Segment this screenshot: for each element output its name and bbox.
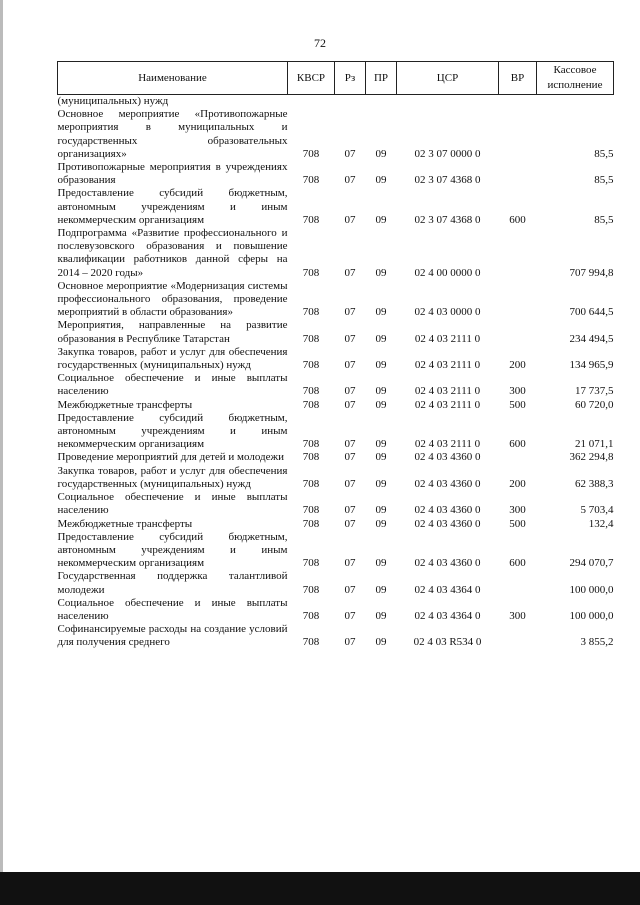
- cell-cash: 3 855,2: [580, 636, 614, 649]
- cell-vr: 600: [509, 438, 526, 451]
- cell-pr: 09: [375, 636, 387, 649]
- cell-vr: 300: [509, 385, 526, 398]
- table-row: [58, 280, 614, 320]
- table-row: [58, 399, 614, 412]
- cell-csr: 02 4 00 0000 0: [414, 266, 481, 279]
- cell-vr: [499, 319, 537, 345]
- cell-csr: 02 4 03 4364 0: [414, 609, 481, 622]
- cell-rz: 07: [344, 266, 356, 279]
- cell-name: Предоставление субсидий бюджетным, автономным учреждениям и иным некоммерческим организациям: [57, 411, 288, 451]
- cell-vr: [499, 227, 537, 280]
- cell-csr: 02 4 03 4360 0: [414, 451, 481, 464]
- cell-vr: 500: [509, 398, 526, 411]
- cell-kvsr: 708: [302, 332, 320, 345]
- cell-vr: 200: [509, 477, 526, 490]
- cell-csr: 02 3 07 4368 0: [414, 213, 481, 226]
- cell-pr: [366, 95, 397, 109]
- cell-pr: 09: [375, 359, 387, 372]
- cell-vr: [499, 95, 537, 109]
- cell-kvsr: 708: [302, 557, 320, 570]
- cell-csr: 02 3 07 0000 0: [414, 147, 481, 160]
- cell-rz: 07: [344, 385, 356, 398]
- table-body: [58, 95, 614, 650]
- cell-pr: 09: [375, 174, 387, 187]
- table-row: [58, 597, 614, 623]
- cell-pr: 09: [375, 332, 387, 345]
- table-row: [58, 227, 614, 280]
- table-row: [58, 491, 614, 517]
- table-row: [58, 531, 614, 571]
- cell-pr: 09: [375, 306, 387, 319]
- cell-vr: [499, 451, 537, 464]
- cell-rz: 07: [344, 504, 356, 517]
- cell-name: Основное мероприятие «Противопожарные мероприятия в муниципальных и государственных образовательных организациях»: [57, 108, 288, 160]
- cell-name: Основное мероприятие «Модернизация системы профессионального образования, проведение мероприятий в области образования»: [57, 279, 288, 319]
- cell-kvsr: [288, 95, 335, 109]
- cell-csr: 02 4 03 4364 0: [414, 583, 481, 596]
- cell-cash: 17 737,5: [575, 385, 614, 398]
- cell-cash: 60 720,0: [575, 398, 614, 411]
- table-row: [58, 372, 614, 398]
- table-row: [58, 518, 614, 531]
- cell-csr: 02 4 03 4360 0: [414, 477, 481, 490]
- cell-pr: 09: [375, 451, 387, 464]
- cell-pr: 09: [375, 609, 387, 622]
- cell-kvsr: 708: [302, 174, 320, 187]
- cell-csr: 02 4 03 0000 0: [414, 306, 481, 319]
- cell-vr: 500: [509, 517, 526, 530]
- cell-rz: 07: [344, 583, 356, 596]
- cell-name: Проведение мероприятий для детей и молодежи: [57, 451, 284, 464]
- cell-kvsr: 708: [302, 438, 320, 451]
- table-row: [58, 95, 614, 109]
- table-row: [58, 161, 614, 187]
- table-row: [58, 187, 614, 227]
- cell-rz: 07: [344, 609, 356, 622]
- table-header-row: [58, 62, 614, 95]
- cell-cash: 100 000,0: [569, 609, 614, 622]
- cell-kvsr: 708: [302, 306, 320, 319]
- cell-kvsr: 708: [302, 517, 320, 530]
- cell-cash: 85,5: [594, 213, 614, 226]
- cell-pr: 09: [375, 385, 387, 398]
- cell-vr: [499, 570, 537, 596]
- cell-kvsr: 708: [302, 477, 320, 490]
- cell-kvsr: 708: [302, 266, 320, 279]
- budget-execution-table: [57, 61, 614, 650]
- table-row: [58, 412, 614, 452]
- page-number: 72: [314, 36, 326, 50]
- cell-rz: 07: [344, 359, 356, 372]
- cell-vr: 600: [509, 557, 526, 570]
- cell-vr: 300: [509, 609, 526, 622]
- cell-rz: 07: [344, 636, 356, 649]
- cell-cash: 100 000,0: [569, 583, 614, 596]
- cell-vr: [499, 280, 537, 320]
- cell-rz: 07: [344, 451, 356, 464]
- cell-cash: 62 388,3: [575, 477, 614, 490]
- cell-vr: [499, 108, 537, 161]
- cell-name: Предоставление субсидий бюджетным, автономным учреждениям и иным некоммерческим организациям: [57, 530, 288, 570]
- table-row: [58, 623, 614, 649]
- cell-rz: 07: [344, 557, 356, 570]
- cell-kvsr: 708: [302, 636, 320, 649]
- cell-csr: 02 4 03 2111 0: [414, 398, 481, 411]
- cell-pr: 09: [375, 504, 387, 517]
- scan-left-edge: [0, 0, 3, 905]
- cell-csr: 02 4 03 2111 0: [414, 438, 481, 451]
- cell-name: Подпрограмма «Развитие профессионального и послевузовского образования и повышение квалификации работников данной сферы на 2014 – 2020 годы»: [57, 227, 288, 279]
- cell-csr: 02 4 03 2111 0: [414, 332, 481, 345]
- cell-kvsr: 708: [302, 609, 320, 622]
- cell-vr: [499, 161, 537, 187]
- cell-cash: 85,5: [594, 174, 614, 187]
- cell-pr: 09: [375, 517, 387, 530]
- cell-rz: 07: [344, 306, 356, 319]
- cell-name: Межбюджетные трансферты: [57, 398, 193, 411]
- cell-rz: 07: [344, 477, 356, 490]
- cell-kvsr: 708: [302, 451, 320, 464]
- cell-kvsr: 708: [302, 583, 320, 596]
- cell-cash: 132,4: [588, 517, 614, 530]
- cell-name: Софинансируемые расходы на создание условий для получения среднего: [57, 623, 288, 649]
- cell-name: Закупка товаров, работ и услуг для обеспечения государственных (муниципальных) нужд: [57, 464, 288, 490]
- cell-csr: 02 4 03 2111 0: [414, 359, 481, 372]
- cell-pr: 09: [375, 477, 387, 490]
- header-cash: Кассовое исполнение: [537, 62, 614, 95]
- cell-cash: 234 494,5: [569, 332, 614, 345]
- cell-kvsr: 708: [302, 147, 320, 160]
- cell-kvsr: 708: [302, 359, 320, 372]
- cell-pr: 09: [375, 147, 387, 160]
- cell-name: Предоставление субсидий бюджетным, автономным учреждениям и иным некоммерческим организациям: [57, 187, 288, 226]
- cell-vr: 200: [509, 359, 526, 372]
- table-row: [58, 319, 614, 345]
- cell-vr: [499, 623, 537, 649]
- cell-kvsr: 708: [302, 213, 320, 226]
- cell-name: Противопожарные мероприятия в учреждениях образования: [57, 161, 288, 187]
- cell-rz: 07: [344, 147, 356, 160]
- cell-pr: 09: [375, 398, 387, 411]
- cell-cash: 21 071,1: [575, 438, 614, 451]
- cell-name: Социальное обеспечение и иные выплаты населению: [57, 596, 288, 622]
- cell-cash: 134 965,9: [569, 359, 614, 372]
- cell-name: Межбюджетные трансферты: [57, 517, 193, 530]
- cell-name: Социальное обеспечение и иные выплаты населению: [57, 372, 288, 398]
- cell-rz: 07: [344, 213, 356, 226]
- cell-rz: 07: [344, 174, 356, 187]
- table-row: [58, 346, 614, 372]
- cell-csr: 02 3 07 4368 0: [414, 174, 481, 187]
- cell-name: Закупка товаров, работ и услуг для обеспечения государственных (муниципальных) нужд: [57, 345, 288, 372]
- cell-cash: [537, 95, 614, 109]
- cell-csr: 02 4 03 4360 0: [414, 517, 481, 530]
- cell-pr: 09: [375, 557, 387, 570]
- scan-bottom-band: [0, 872, 640, 905]
- cell-cash: 700 644,5: [569, 306, 614, 319]
- header-rz: Рз: [335, 62, 366, 95]
- cell-csr: 02 4 03 4360 0: [414, 557, 481, 570]
- cell-cash: 707 994,8: [569, 266, 614, 279]
- cell-name: (муниципальных) нужд: [57, 95, 169, 107]
- cell-rz: [335, 95, 366, 109]
- cell-vr: 600: [509, 213, 526, 226]
- cell-kvsr: 708: [302, 385, 320, 398]
- header-csr: ЦСР: [397, 62, 499, 95]
- cell-rz: 07: [344, 438, 356, 451]
- cell-cash: 85,5: [594, 147, 614, 160]
- cell-name: Мероприятия, направленные на развитие образования в Республике Татарстан: [57, 319, 288, 345]
- cell-csr: 02 4 03 4360 0: [414, 504, 481, 517]
- header-kvsr: КВСР: [288, 62, 335, 95]
- header-name: Наименование: [58, 62, 288, 95]
- cell-pr: 09: [375, 583, 387, 596]
- cell-csr: [397, 95, 499, 109]
- cell-rz: 07: [344, 398, 356, 411]
- table-row: [58, 465, 614, 491]
- header-vr: ВР: [499, 62, 537, 95]
- cell-kvsr: 708: [302, 398, 320, 411]
- cell-rz: 07: [344, 517, 356, 530]
- cell-pr: 09: [375, 266, 387, 279]
- header-pr: ПР: [366, 62, 397, 95]
- cell-cash: 5 703,4: [580, 504, 614, 517]
- cell-name: Социальное обеспечение и иные выплаты населению: [57, 491, 288, 517]
- cell-csr: 02 4 03 R534 0: [413, 636, 482, 649]
- cell-cash: 362 294,8: [569, 451, 614, 464]
- cell-vr: 300: [509, 504, 526, 517]
- cell-rz: 07: [344, 332, 356, 345]
- cell-cash: 294 070,7: [569, 557, 614, 570]
- table-row: [58, 570, 614, 596]
- cell-kvsr: 708: [302, 504, 320, 517]
- cell-csr: 02 4 03 2111 0: [414, 385, 481, 398]
- table-row: [58, 451, 614, 464]
- cell-pr: 09: [375, 213, 387, 226]
- cell-name: Государственная поддержка талантливой молодежи: [57, 570, 288, 596]
- table-row: [58, 108, 614, 161]
- cell-pr: 09: [375, 438, 387, 451]
